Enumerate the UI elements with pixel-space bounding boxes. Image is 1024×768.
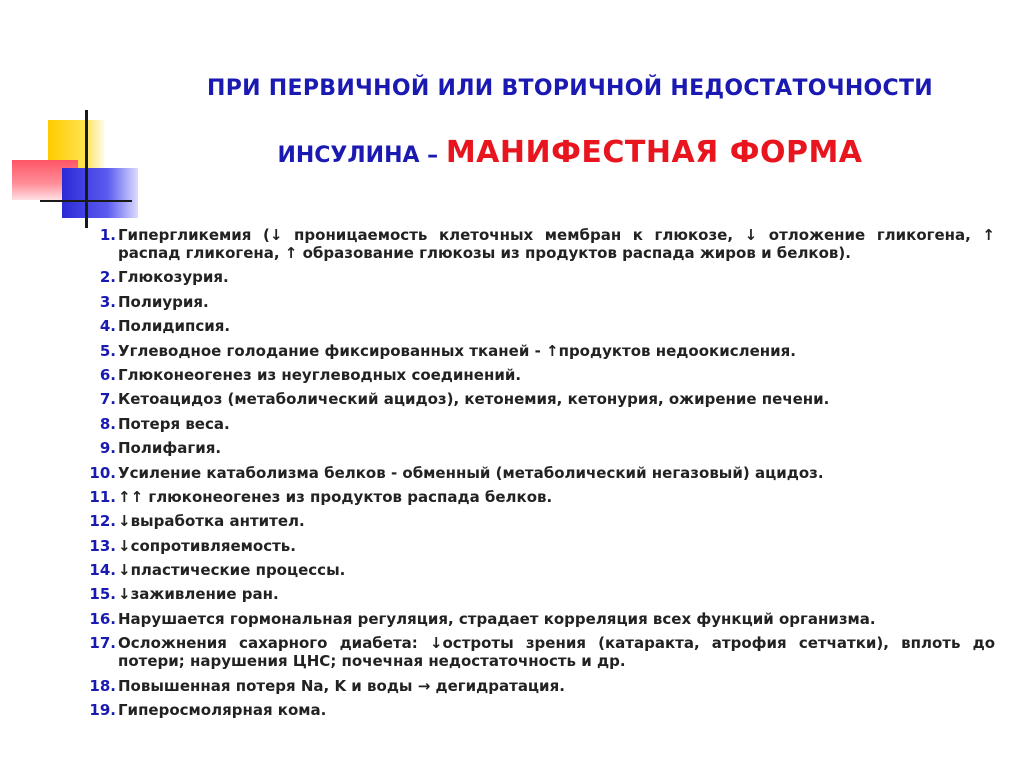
slide-title-accent: МАНИФЕСТНАЯ ФОРМА [445,135,863,170]
list-item-number: 17. [89,634,116,653]
list-item [80,268,995,286]
list-item-text: ↓заживление ран. [118,585,279,604]
slide-title-line2 [120,135,1020,170]
list-item [80,561,995,579]
list-item [80,439,995,457]
vertical-line-decoration [85,110,88,228]
list-item-text: Полиурия. [118,292,209,311]
list-item [80,342,995,360]
list-item-text: ↓сопротивляемость. [118,536,296,555]
list-item-text: ↓выработка антител. [118,512,305,531]
list-item-text: Кетоацидоз (метаболический ацидоз), кетонемия, кетонурия, ожирение печени. [118,390,830,409]
blue-square-decoration [62,168,138,218]
slide-title-prefix: ИНСУЛИНА – [277,143,446,168]
list-item [80,537,995,555]
list-item [80,366,995,384]
list-item-text: Гиперосмолярная кома. [118,701,327,720]
list-item [80,634,995,670]
list-item-text: Усиление катаболизма белков - обменный (метаболический негазовый) ацидоз. [118,463,824,482]
list-item-number: 3. [99,292,116,311]
list-item [80,585,995,603]
list-item-text: Потеря веса. [118,414,230,433]
list-item [80,226,995,262]
list-item-text: Осложнения сахарного диабета: ↓остроты зрения (катаракта, атрофия сетчатки), вплоть до потери; нарушения ЦНС; почечная недостаточность и др. [118,634,995,671]
horizontal-line-decoration [40,200,132,202]
list-item-text: Полифагия. [118,439,222,458]
list-item-text: ↑↑ глюконеогенез из продуктов распада белков. [118,487,553,506]
list-item-number: 19. [89,701,116,720]
list-item [80,512,995,530]
list-item-number: 12. [89,512,116,531]
list-item-text: Гипергликемия (↓ проницаемость клеточных мембран к глюкозе, ↓ отложение гликогена, ↑ распад гликогена, ↑ образование глюкозы из продуктов распада жиров и белков). [118,226,995,262]
list-item-number: 10. [89,463,116,482]
list-item [80,390,995,408]
list-item-number: 4. [99,317,116,336]
list-item [80,317,995,335]
list-item [80,701,995,719]
list-item-text: Повышенная потеря Na, K и воды → дегидратация. [118,676,565,695]
list-item [80,488,995,506]
list-item-text: Углеводное голодание фиксированных тканей - ↑продуктов недоокисления. [118,341,796,360]
list-item [80,464,995,482]
slide-title-line1: ПРИ ПЕРВИЧНОЙ ИЛИ ВТОРИЧНОЙ НЕДОСТАТОЧНОСТИ [206,76,934,101]
symptoms-list [80,226,995,725]
list-item-text: Нарушается гормональная регуляция, страдает корреляция всех функций организма. [118,609,876,628]
list-item [80,677,995,695]
list-item-number: 7. [99,390,116,409]
list-item-text: Глюкозурия. [118,268,229,287]
list-item-number: 18. [89,676,116,695]
list-item-number: 8. [99,414,116,433]
list-item-number: 11. [89,487,116,506]
slide-decoration-logo [0,0,140,240]
list-item-number: 16. [89,609,116,628]
list-item-text: ↓пластические процессы. [118,561,346,580]
list-item-number: 13. [89,536,116,555]
list-item [80,415,995,433]
list-item-number: 9. [99,439,116,458]
list-item-number: 6. [99,365,116,384]
list-item-number: 14. [89,561,116,580]
list-item-number: 2. [99,268,116,287]
list-item [80,610,995,628]
list-item-number: 1. [99,226,116,244]
list-item [80,293,995,311]
list-item-text: Глюконеогенез из неуглеводных соединений. [118,365,522,384]
list-item-number: 5. [99,341,116,360]
list-item-number: 15. [89,585,116,604]
list-item-text: Полидипсия. [118,317,231,336]
